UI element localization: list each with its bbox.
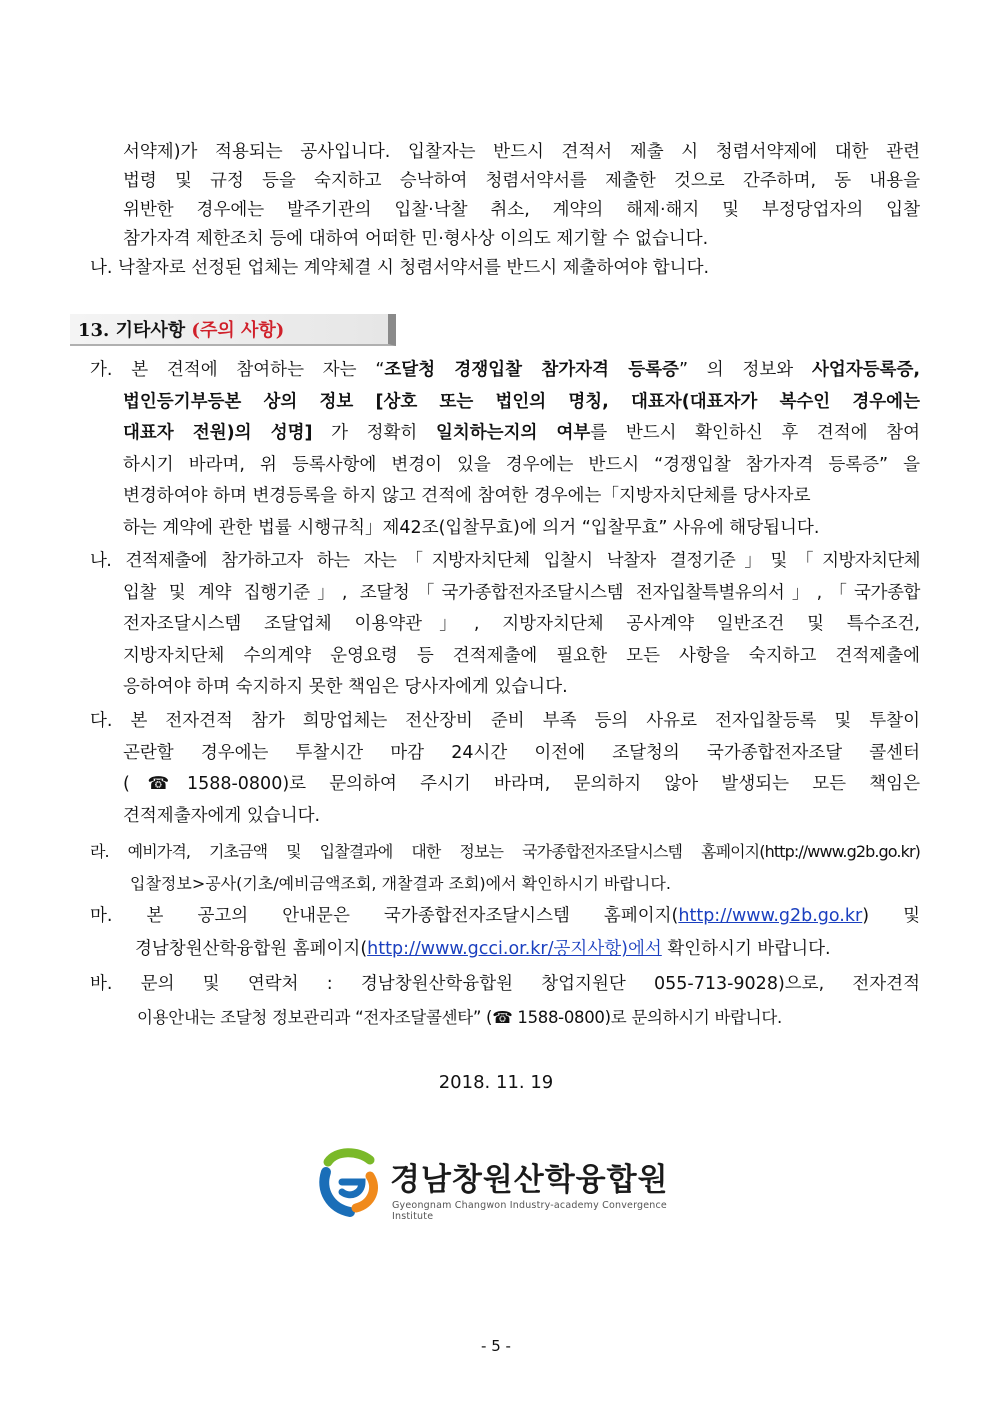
bold-text: 법인등기부등본 상의 정보 [상호 또는 법인의 명칭, 대표자(대표자가 복수인 경우에는 xyxy=(123,391,920,412)
intro-paragraph xyxy=(90,138,920,283)
item-ma xyxy=(90,900,920,966)
text: 나. 견적제출에 참가하고자 하는 자는「지방자치단체 입찰시 낙찰자 결정기준」및「지방자치단체 xyxy=(90,551,920,571)
g2b-link[interactable]: http://www.g2b.go.kr xyxy=(678,906,863,926)
item-ra xyxy=(90,836,920,899)
item-ga xyxy=(90,355,920,544)
text: (☎1588-0800)로 문의하여 주시기 바라며, 문의하지 않아 발생되는 모든 책임은 xyxy=(123,774,920,794)
text: 변경하여야 하며 변경등록을 하지 않고 견적에 참여한 경우에는「지방자치단체를 당사자로 xyxy=(123,486,811,506)
text: 전자조달시스템 조달업체 이용약관」, 지방자치단체 공사계약 일반조건 및 특수조건, xyxy=(123,614,920,634)
item-na xyxy=(90,546,920,704)
text: 를 반드시 확인하신 후 견적에 참여 xyxy=(590,423,921,443)
bold-text: 일치하는지의 여부 xyxy=(435,423,591,443)
organization-logo xyxy=(318,1148,678,1222)
item-da xyxy=(90,706,920,832)
text: 바. 문의 및 연락처 : 경남창원산학융합원 창업지원단 055-713-9028)으로, 전자견적 xyxy=(90,974,920,994)
text: 하는 계약에 관한 법률 시행규칙」제42조(입찰무효)에 의거 “입찰무효” 사유에 해당됩니다. xyxy=(123,517,820,538)
section-highlight: (주의 사항) xyxy=(191,320,285,341)
text: 라. 예비가격, 기초금액 및 입찰결과에 대한 정보는 국가종합전자조달시스템 홈페이지(http://www.g2b.go.kr) xyxy=(90,842,920,861)
text: 곤란할 경우에는 투찰시간 마감 24시간 이전에 조달청의 국가종합전자조달 콜센터 xyxy=(123,742,920,763)
bold-text: 사업자등록증, xyxy=(811,360,921,380)
text: 경남창원산학융합원 홈페이지( xyxy=(135,939,368,959)
logo-name: 경남창원산학융합원 xyxy=(390,1162,669,1198)
intro-line: 위반한 경우에는 발주기관의 입찰·낙찰 취소, 계약의 해제·해지 및 부정당업자의 입찰 xyxy=(123,200,920,220)
text: 마. 본 공고의 안내문은 국가종합전자조달시스템 홈페이지( xyxy=(90,906,679,926)
bold-text: 대표자 전원)의 성명] xyxy=(123,423,313,443)
gcci-link[interactable]: http://www.gcci.or.kr/공지사항)에서 xyxy=(367,939,662,959)
text: 지방자치단체 수의계약 운영요령 등 견적제출에 필요한 모든 사항을 숙지하고 견적제출에 xyxy=(123,645,920,666)
intro-line: 법령 및 규정 등을 숙지하고 승낙하여 청렴서약서를 제출한 것으로 간주하며, 동 내용을 xyxy=(123,171,920,191)
logo-subtitle: Gyeongnam Changwon Industry-academy Convergence Institute xyxy=(392,1200,667,1222)
bold-text: 조달청 경쟁입찰 참가자격 등록증 xyxy=(384,360,679,380)
logo-mark-icon xyxy=(318,1148,388,1218)
intro-line: 참가자격 제한조치 등에 대하여 어떠한 민·형사상 이의도 제기할 수 없습니다. xyxy=(123,229,709,249)
document-date: 2018. 11. 19 xyxy=(438,1072,554,1093)
item-na-pledge: 나. 낙찰자로 선정된 업체는 계약체결 시 청렴서약서를 반드시 제출하여야 합니다. xyxy=(90,258,710,278)
section-title: 13. 기타사항 xyxy=(78,320,186,341)
text: 하시기 바라며, 위 등록사항에 변경이 있을 경우에는 반드시 “경쟁입찰 참가자격 등록증” 을 xyxy=(123,454,920,475)
page-number: - 5 - xyxy=(481,1337,511,1355)
text: 가 정확히 xyxy=(312,423,436,443)
text: 응하여야 하며 숙지하지 못한 책임은 당사자에게 있습니다. xyxy=(123,677,568,697)
text: 가. 본 견적에 참여하는 자는 “ xyxy=(90,360,385,380)
text: 입찰정보>공사(기초/예비금액조회, 개찰결과 조회)에서 확인하시기 바랍니다. xyxy=(130,873,671,893)
text: 이용안내는 조달청 정보관리과 “전자조달콜센타” (☎ 1588-0800)로 문의하시기 바랍니다. xyxy=(137,1008,782,1027)
item-ba xyxy=(90,968,920,1034)
text: 다. 본 전자견적 참가 희망업체는 전산장비 준비 부족 등의 사유로 전자입찰등록 및 투찰이 xyxy=(90,711,920,731)
text: ) 및 xyxy=(862,906,920,926)
intro-line: 서약제)가 적용되는 공사입니다. 입찰자는 반드시 견적서 제출 시 청렴서약제에 대한 관련 xyxy=(123,142,920,162)
text: 견적제출자에게 있습니다. xyxy=(123,805,321,826)
text: 확인하시기 바랍니다. xyxy=(661,939,831,959)
section-heading-13 xyxy=(70,314,396,346)
text: ” 의 정보와 xyxy=(678,360,812,380)
text: 입찰 및 계약 집행기준」, 조달청「국가종합전자조달시스템 전자입찰특별유의서」,「국가종합 xyxy=(123,582,920,603)
